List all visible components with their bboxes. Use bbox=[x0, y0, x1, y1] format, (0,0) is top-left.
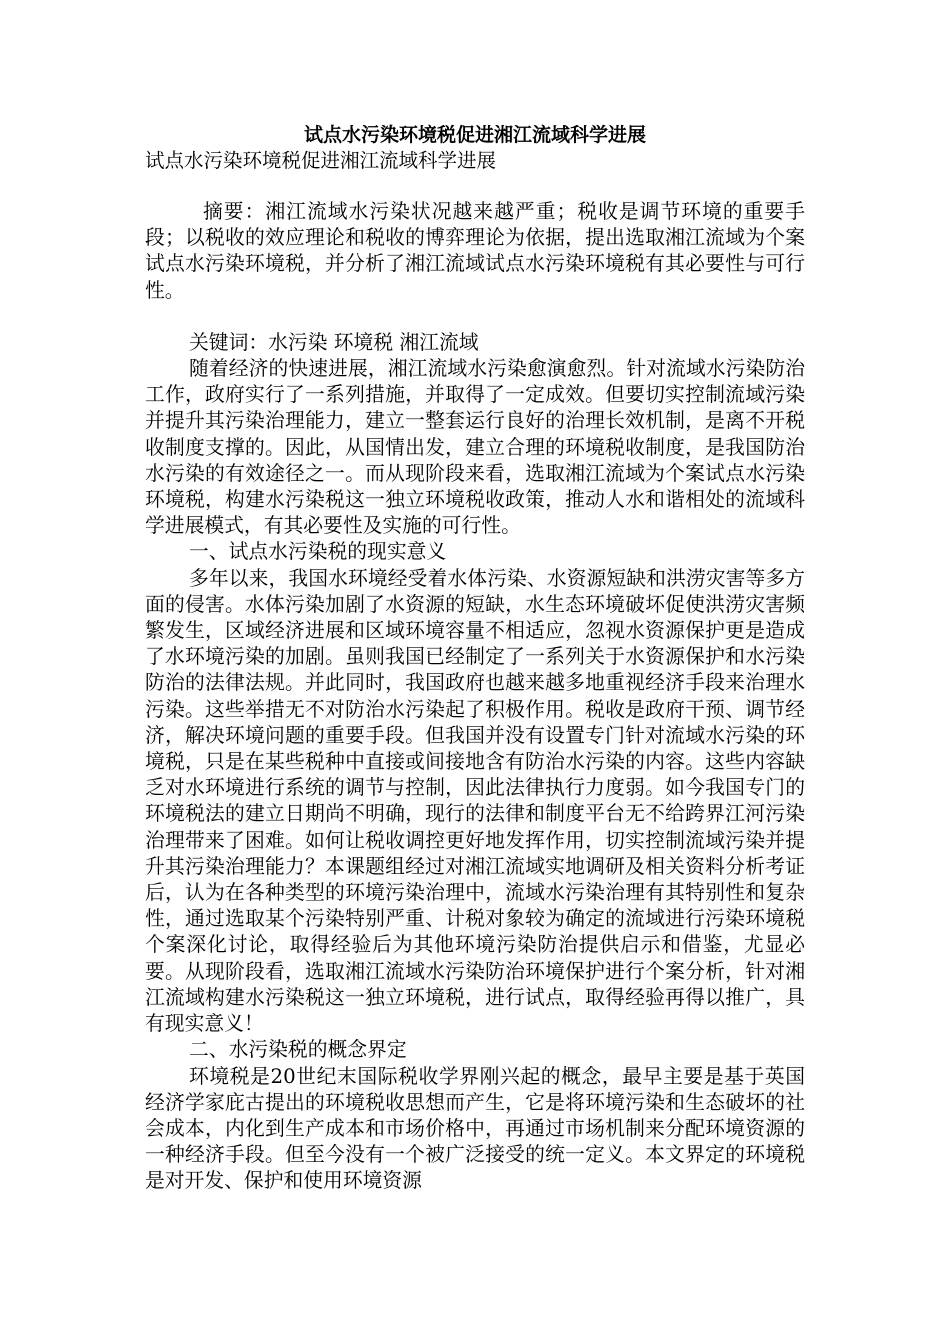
section-heading: 一、试点水污染税的现实意义 bbox=[189, 540, 447, 564]
body-paragraph: 随着经济的快速进展，湘江流域水污染愈演愈烈。针对流域水污染防治工作，政府实行了一系列措施，并取得了一定成效。但要切实控制流域污染并提升其污染治理能力，建立一整套运行良好的治理长效机制，是离不开税收制度支撑的。因此，从国情出发，建立合理的环境税收制度，是我国防治水污染的有效途径之一。而从现阶段来看，选取湘江流域为个案试点水污染环境税，构建水污染税这一独立环境税收政策，推动人水和谐相处的流域科学进展模式，有其必要性及实施的可行性。 bbox=[145, 357, 805, 538]
body-paragraph: 多年以来，我国水环境经受着水体污染、水资源短缺和洪涝灾害等多方面的侵害。水体污染加剧了水资源的短缺，水生态环境破坏促使洪涝灾害频繁发生，区域经济进展和区域环境容量不相适应，忽视水资源保护更是造成了水环境污染的加剧。虽则我国已经制定了一系列关于水资源保护和水污染防治的法律法规。并此同时，我国政府也越来越多地重视经济手段来治理水污染。这些举措无不对防治水污染起了积极作用。税收是政府干预、调节经济，解决环境问题的重要手段。但我国并没有设置专门针对流域水污染的环境税，只是在某些税种中直接或间接地含有防治水污染的内容。这些内容缺乏对水环境进行系统的调节与控制，因此法律执行力度弱。如今我国专门的环境税法的建立日期尚不明确，现行的法律和制度平台无不给跨界江河污染治理带来了困难。如何让税收调控更好地发挥作用，切实控制流域污染并提升其污染治理能力？本课题组经过对湘江流域实地调研及相关资料分析考证后，认为在各种类型的环境污染治理中，流域水污染治理有其特别性和复杂性，通过选取某个污染特别严重、计税对象较为确定的流域进行污染环境税个案深化讨论，取得经验后为其他环境污染防治提供启示和借鉴，尤显必要。从现阶段看，选取湘江流域水污染防治环境保护进行个案分析，针对湘江流域构建水污染税这一独立环境税，进行试点，取得经验再得以推广，具有现实意义！ bbox=[145, 566, 805, 1036]
document-title: 试点水污染环境税促进湘江流域科学进展 bbox=[303, 124, 646, 146]
body-paragraph: 环境税是20世纪末国际税收学界刚兴起的概念，最早主要是基于英国经济学家庇古提出的环境税收思想而产生，它是将环境污染和生态破坏的社会成本，内化到生产成本和市场价格中，再通过市场机制来分配环境资源的一种经济手段。但至今没有一个被广泛接受的统一定义。本文界定的环境税是对开发、保护和使用环境资源 bbox=[145, 1064, 805, 1193]
document-page bbox=[145, 122, 805, 1195]
document-subtitle: 试点水污染环境税促进湘江流域科学进展 bbox=[145, 149, 497, 172]
abstract-paragraph: 摘要：湘江流域水污染状况越来越严重；税收是调节环境的重要手段；以税收的效应理论和税收的博弈理论为依据，提出选取湘江流域为个案试点水污染环境税，并分析了湘江流域试点水污染环境税有其必要性与可行性。 bbox=[145, 200, 805, 302]
section-heading: 二、水污染税的概念界定 bbox=[189, 1038, 407, 1062]
keywords-line: 关键词：水污染 环境税 湘江流域 bbox=[189, 330, 479, 354]
